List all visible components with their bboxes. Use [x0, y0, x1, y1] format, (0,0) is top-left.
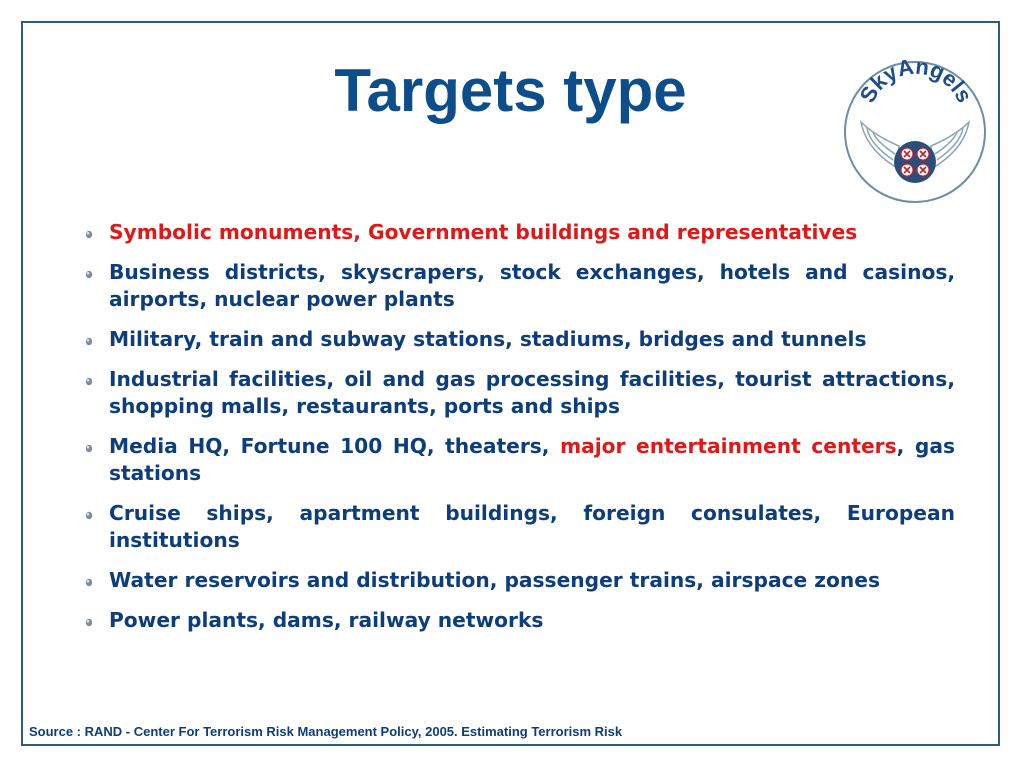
bullet-dot-icon: [85, 230, 93, 239]
bullet-text: Business districts, skyscrapers, stock exchanges, hotels and casinos, airports, nuclear power plants: [109, 260, 955, 311]
bullet-item: [85, 500, 955, 554]
targets-bullet-list: [85, 219, 955, 647]
bullet-dot-icon: [85, 511, 93, 520]
bullet-text: Military, train and subway stations, stadiums, bridges and tunnels: [109, 327, 867, 351]
slide: [21, 21, 1000, 746]
bullet-item: [85, 259, 955, 313]
bullet-dot-icon: [85, 377, 93, 386]
bullet-text: Cruise ships, apartment buildings, foreign consulates, European institutions: [109, 501, 955, 552]
bullet-text: major entertainment centers: [560, 434, 897, 458]
bullet-text: , gas stations: [109, 434, 955, 485]
source-citation: Source : RAND - Center For Terrorism Risk Management Policy, 2005. Estimating Terrorism Risk: [29, 724, 623, 739]
bullet-item: [85, 219, 955, 246]
bullet-item: [85, 326, 955, 353]
bullet-dot-icon: [85, 618, 93, 627]
bullet-dot-icon: [85, 270, 93, 279]
bullet-text: Symbolic monuments, Government buildings and representatives: [109, 220, 858, 244]
bullet-text: Water reservoirs and distribution, passenger trains, airspace zones: [109, 568, 880, 592]
slide-title: Targets type: [334, 57, 687, 124]
bullet-item: [85, 433, 955, 487]
bullet-dot-icon: [85, 337, 93, 346]
bullet-dot-icon: [85, 444, 93, 453]
bullet-text: Industrial facilities, oil and gas processing facilities, tourist attractions, shopping malls, restaurants, ports and ships: [109, 367, 955, 418]
bullet-text: Media HQ, Fortune 100 HQ, theaters,: [109, 434, 561, 458]
bullet-item: [85, 607, 955, 634]
logo-text: SkyAngels: [854, 58, 978, 107]
bullet-dot-icon: [85, 578, 93, 587]
bullet-item: [85, 366, 955, 420]
bullet-text: Power plants, dams, railway networks: [109, 608, 544, 632]
bullet-item: [85, 567, 955, 594]
skyangels-logo: [841, 58, 989, 206]
